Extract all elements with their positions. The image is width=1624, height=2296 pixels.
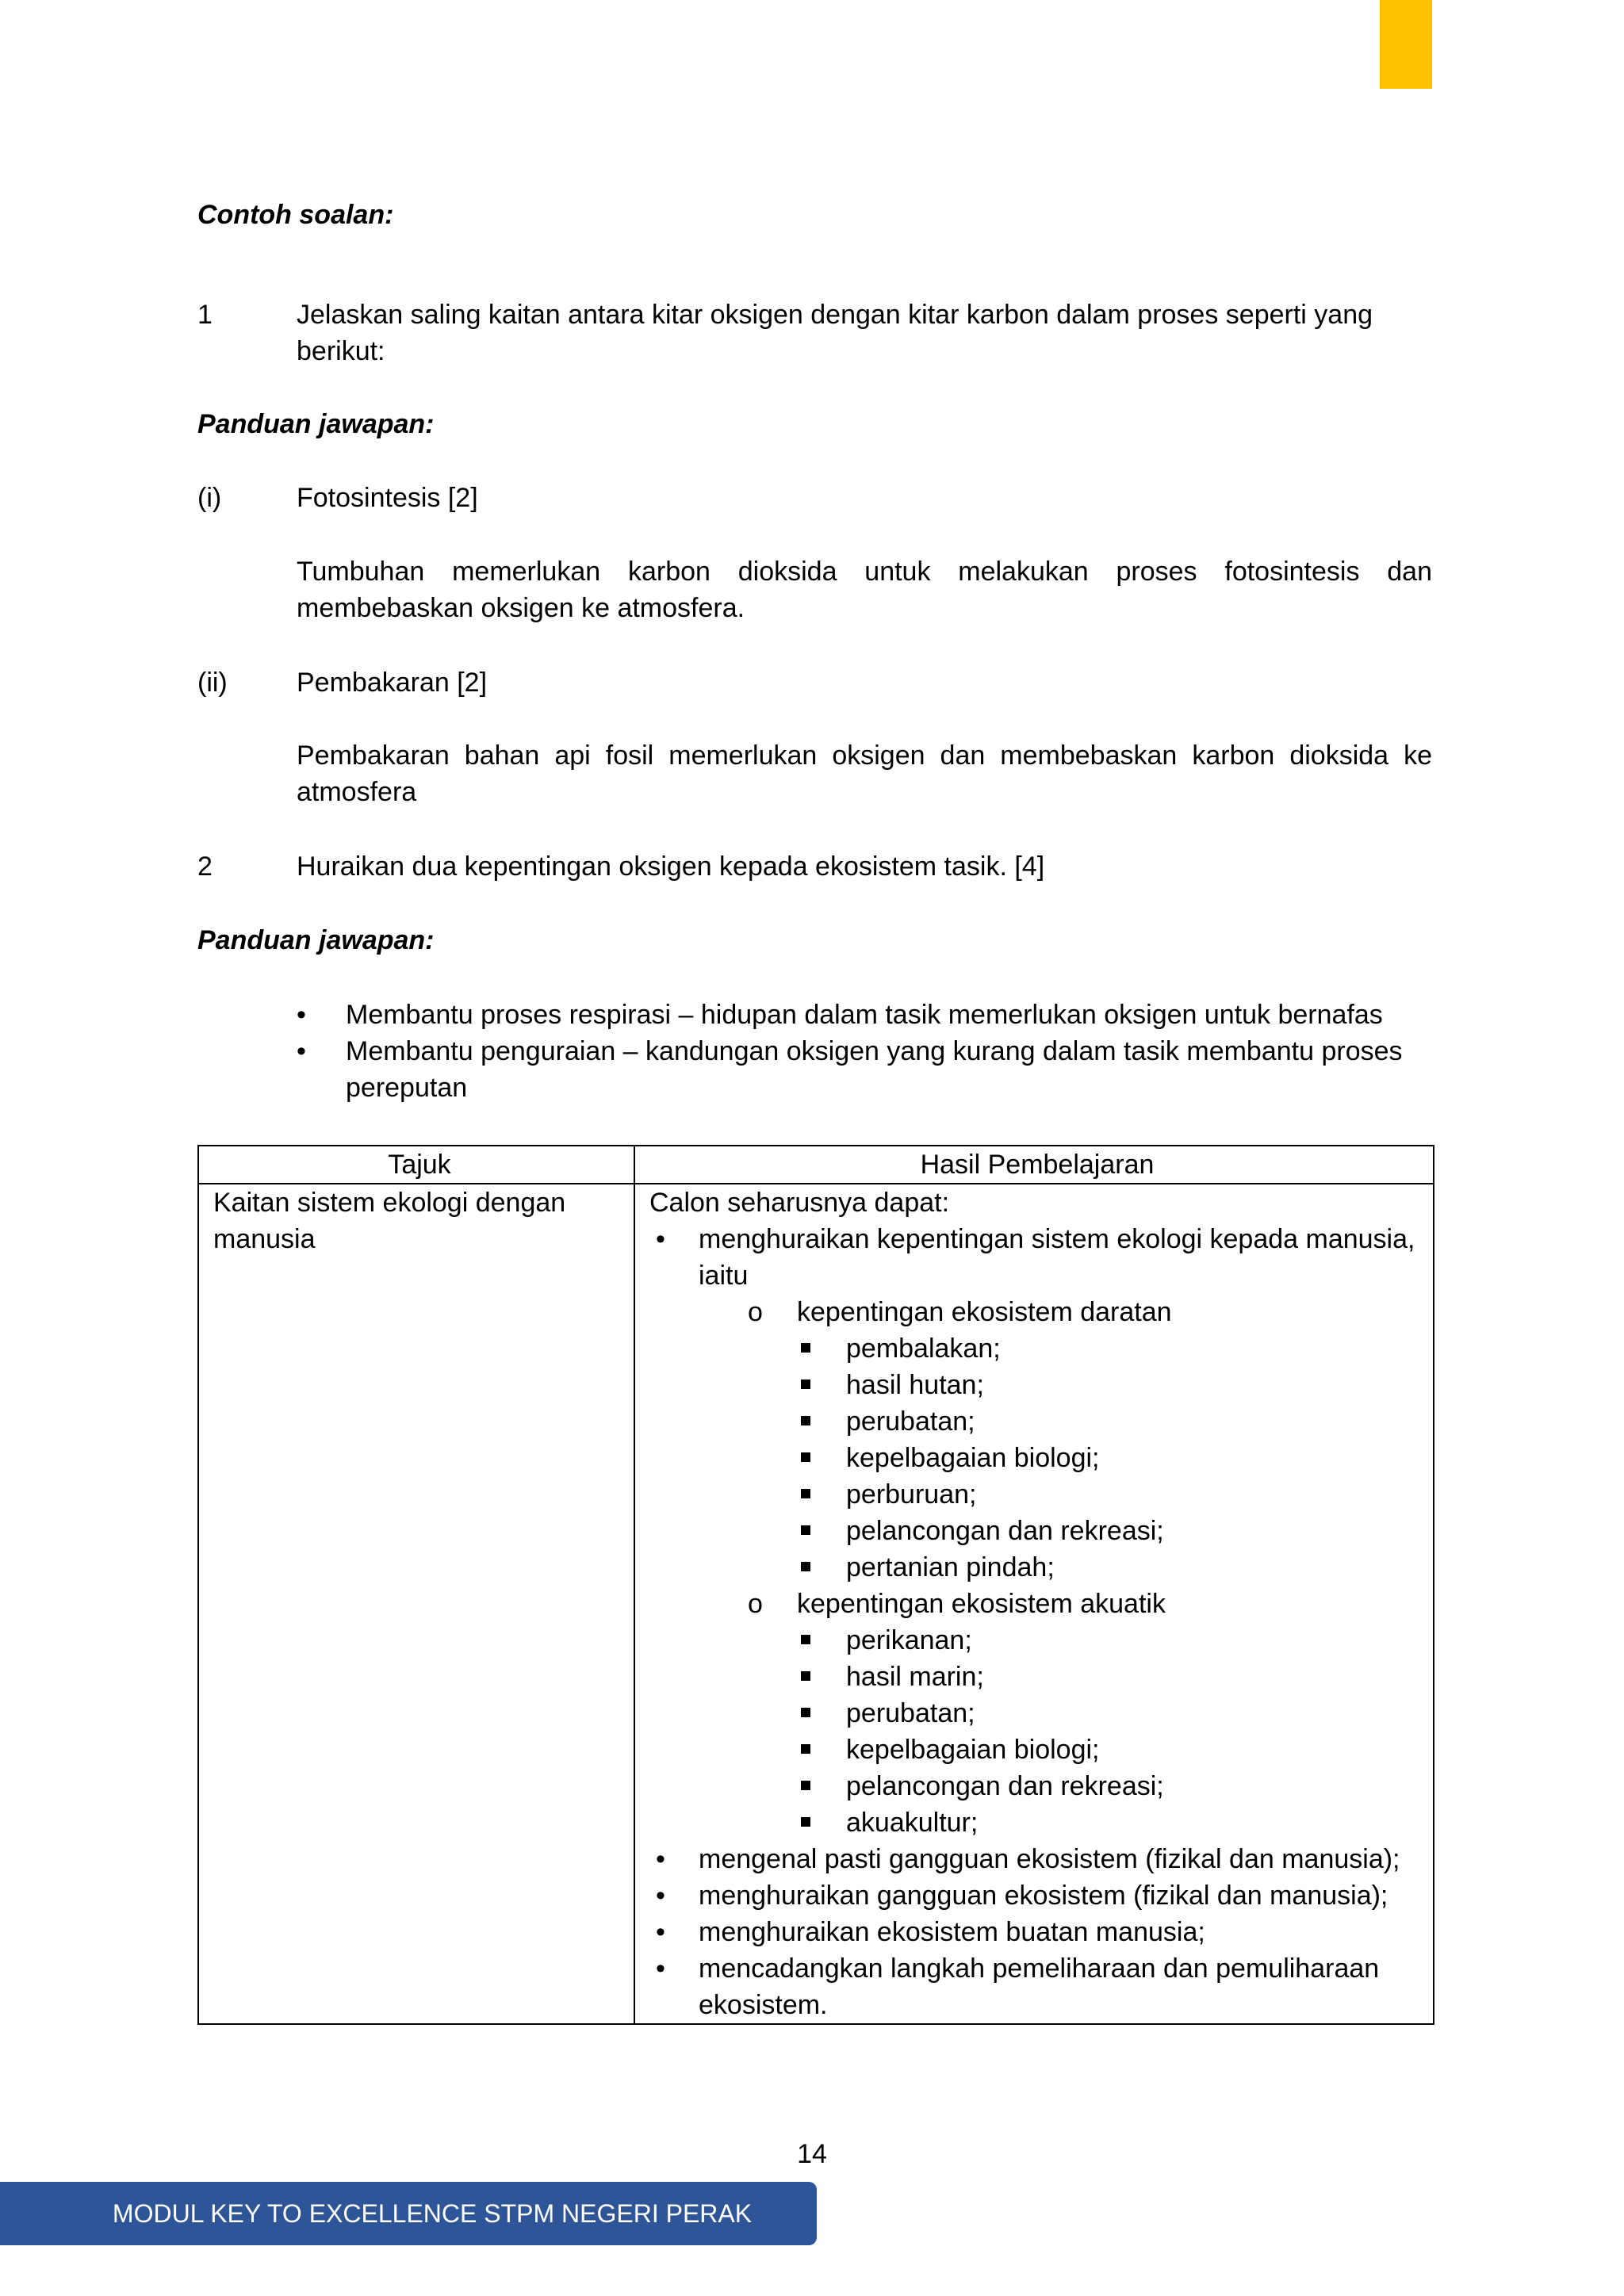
footer-text: MODUL KEY TO EXCELLENCE STPM NEGERI PERAK xyxy=(112,2199,753,2228)
table-outcome-cell xyxy=(634,1184,1434,2024)
part-i-label: (i) xyxy=(197,483,222,513)
contoh-soalan-heading: Contoh soalan: xyxy=(197,200,394,230)
outcome-subitem-akuatik xyxy=(699,1586,1425,1841)
akuatik-item: akuakultur; xyxy=(797,1804,1425,1841)
outcome-subitem-daratan xyxy=(699,1294,1425,1586)
page-number: 14 xyxy=(797,2139,827,2169)
outcome-sublist xyxy=(699,1294,1425,1841)
table-topic-cell xyxy=(198,1184,634,2024)
daratan-item: pelancongan dan rekreasi; xyxy=(797,1513,1425,1549)
subitem-text: kepentingan ekosistem akuatik xyxy=(797,1589,1166,1619)
daratan-item: kepelbagaian biologi; xyxy=(797,1440,1425,1476)
daratan-item: hasil hutan; xyxy=(797,1367,1425,1403)
part-ii-answer: Pembakaran bahan api fosil memerlukan oksigen dan membebaskan karbon dioksida ke atmosfera xyxy=(297,740,1432,807)
daratan-list xyxy=(797,1330,1425,1586)
outcome-item: • mencadangkan langkah pemeliharaan dan pemuliharaan ekosistem. xyxy=(649,1950,1425,2023)
akuatik-item: kepelbagaian biologi; xyxy=(797,1732,1425,1768)
akuatik-item: perikanan; xyxy=(797,1622,1425,1659)
akuatik-item: perubatan; xyxy=(797,1695,1425,1732)
panduan-jawapan-heading-1: Panduan jawapan: xyxy=(197,409,435,439)
header-accent-tab xyxy=(1380,0,1432,89)
table-header-hasil-pembelajaran: Hasil Pembelajaran xyxy=(634,1146,1434,1184)
table-header-tajuk: Tajuk xyxy=(198,1146,634,1184)
answer-bullet: • Membantu penguraian – kandungan oksigen yang kurang dalam tasik membantu proses pereputan xyxy=(297,1033,1432,1106)
panduan-jawapan-heading-2: Panduan jawapan: xyxy=(197,925,435,955)
outcome-item: • menghuraikan gangguan ekosistem (fizikal dan manusia); xyxy=(649,1877,1425,1914)
part-i-answer: Tumbuhan memerlukan karbon dioksida untuk melakukan proses fotosintesis dan membebaskan oksigen ke atmosfera. xyxy=(297,557,1432,623)
question-2-answer-list xyxy=(297,997,1432,1106)
topic-text: Kaitan sistem ekologi dengan manusia xyxy=(213,1188,566,1254)
part-ii-label: (ii) xyxy=(197,668,228,698)
outcome-item: • mengenal pasti gangguan ekosistem (fizikal dan manusia); xyxy=(649,1841,1425,1877)
question-1-number: 1 xyxy=(197,300,213,330)
learning-outcome-table xyxy=(197,1145,1434,2025)
akuatik-list xyxy=(797,1622,1425,1841)
subitem-text: kepentingan ekosistem daratan xyxy=(797,1297,1172,1327)
daratan-item: perubatan; xyxy=(797,1403,1425,1440)
daratan-item: perburuan; xyxy=(797,1476,1425,1513)
outcome-list xyxy=(649,1221,1425,2023)
part-ii-title: Pembakaran [2] xyxy=(297,668,488,698)
question-2-number: 2 xyxy=(197,851,213,882)
daratan-item: pembalakan; xyxy=(797,1330,1425,1367)
outcome-item xyxy=(649,1221,1425,1841)
outcome-item-text: menghuraikan kepentingan sistem ekologi kepada manusia, iaitu xyxy=(699,1224,1415,1291)
question-1-text: Jelaskan saling kaitan antara kitar oksigen dengan kitar karbon dalam proses seperti yang berikut: xyxy=(297,300,1373,366)
question-2-text: Huraikan dua kepentingan oksigen kepada ekosistem tasik. [4] xyxy=(297,851,1045,882)
akuatik-item: hasil marin; xyxy=(797,1659,1425,1695)
akuatik-item: pelancongan dan rekreasi; xyxy=(797,1768,1425,1804)
footer-banner xyxy=(0,2182,817,2245)
part-i-title: Fotosintesis [2] xyxy=(297,483,478,513)
outcome-intro: Calon seharusnya dapat: xyxy=(649,1188,950,1218)
daratan-item: pertanian pindah; xyxy=(797,1549,1425,1586)
outcome-item: • menghuraikan ekosistem buatan manusia; xyxy=(649,1914,1425,1950)
answer-bullet: • Membantu proses respirasi – hidupan dalam tasik memerlukan oksigen untuk bernafas xyxy=(297,997,1432,1033)
